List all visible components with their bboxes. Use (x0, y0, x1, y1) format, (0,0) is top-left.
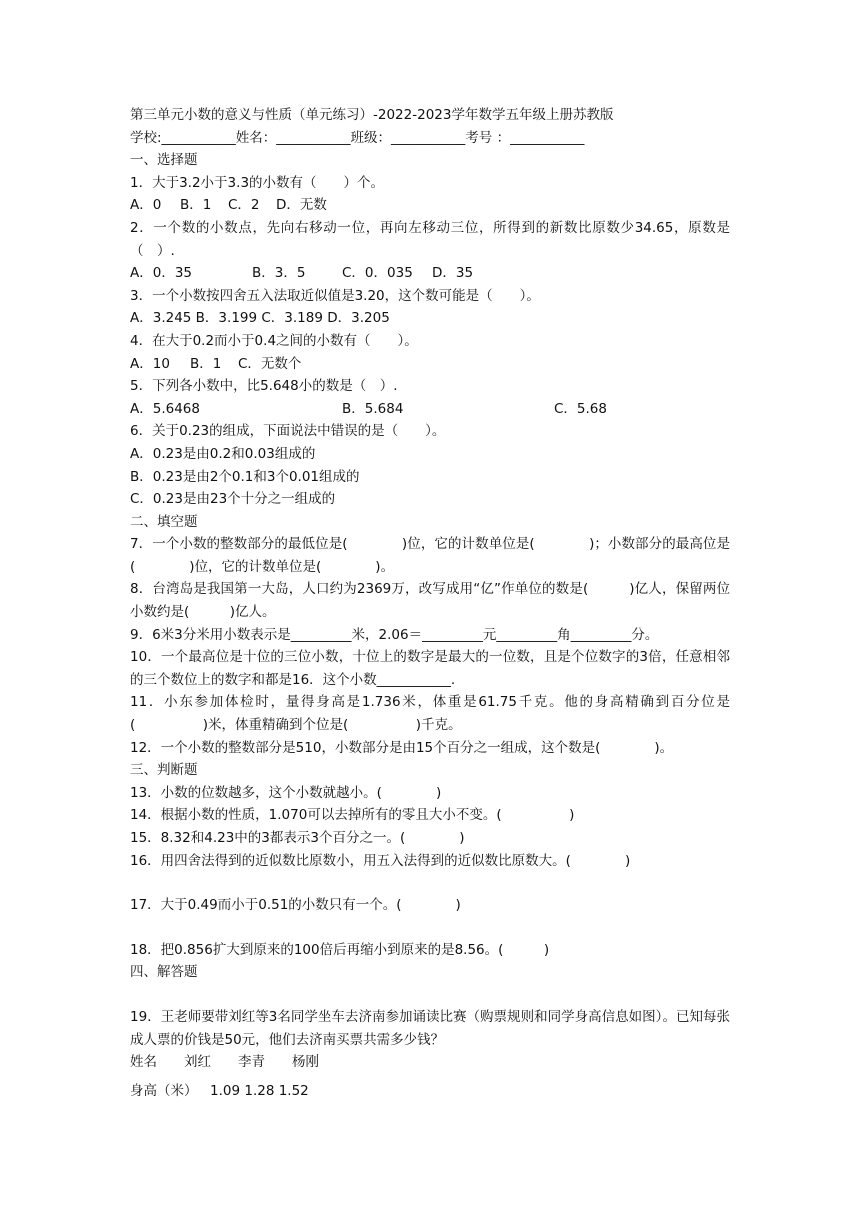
option-a: A．10 (130, 355, 170, 372)
option-b: B．5.684 (342, 400, 404, 417)
name-cell: 刘红 (184, 1054, 211, 1071)
height-table-heights-row (130, 1080, 730, 1103)
question-15: 15．8.32和4.23中的3都表示3个百分之一。( ) (130, 830, 465, 846)
document-page (130, 104, 730, 1102)
height-table-names-row (130, 1051, 730, 1074)
option-d: D．35 (432, 265, 474, 282)
question-19: 19．王老师要带刘红等3名同学坐车去济南参加诵读比赛（购票规则和同学身高信息如图）。已知每张成人票的价钱是50元，他们去济南买票共需多少钱？ (130, 1008, 730, 1048)
option-b: B．1 (190, 355, 222, 372)
question-6: 6．关于0.23的组成，下面说法中错误的是（ ）。 (130, 423, 446, 440)
height-values: 1.09 1.28 1.52 (210, 1082, 309, 1099)
option-a: A．0．35 (130, 265, 193, 282)
question-7: 7．一个小数的整数部分的最低位是( )位，它的计数单位是( )；小数部分的最高位是( )位，它的计数单位是( )。 (130, 536, 730, 575)
question-16: 16．用四舍法得到的近似数比原数小，用五入法得到的近似数比原数大。( ) (130, 852, 631, 869)
question-11: 11．小东参加体检时，量得身高是1.736米，体重是61.75千克。他的身高精确到百分位是( )米，体重精确到个位是( )千克。 (130, 694, 730, 734)
question-4: 4．在大于0.2而小于0.4之间的小数有（ ）。 (130, 332, 418, 349)
question-5-options (130, 398, 730, 421)
option-c: C．0．035 (342, 265, 413, 282)
option-a: A．0 (130, 197, 162, 214)
question-9: 9．6米3分米用小数表示是_________米，2.06＝_________元_________角_________分。 (130, 626, 659, 643)
question-14: 14．根据小数的性质，1.070可以去掉所有的零且大小不变。( ) (130, 807, 575, 824)
option-c: C．5.68 (554, 400, 607, 417)
height-label: 身高（米） (130, 1082, 198, 1099)
blank-line (130, 872, 730, 894)
name-cell: 李青 (238, 1054, 265, 1071)
document-title: 第三单元小数的意义与性质（单元练习）-2022-2023学年数学五年级上册苏教版 (130, 107, 614, 123)
option-c: C．2 (228, 197, 260, 214)
option-a: A．5.6468 (130, 400, 200, 417)
name-label: 姓名 (130, 1054, 157, 1071)
section-heading: 二、填空题 (130, 513, 198, 530)
question-6-option-a: A．0.23是由0.2和0.03组成的 (130, 445, 316, 462)
question-5: 5．下列各小数中，比5.648小的数是（ ）. (130, 378, 398, 395)
section-heading: 四、解答题 (130, 964, 198, 981)
name-cell: 杨刚 (292, 1054, 319, 1071)
question-2: 2．一个数的小数点，先向右移动一位，再向左移动三位，所得到的新数比原数少34.65，原数是 （ ）. (130, 219, 730, 259)
blank-line (130, 917, 730, 939)
question-1-options (130, 194, 730, 217)
question-2-options (130, 262, 730, 285)
section-heading: 一、选择题 (130, 152, 198, 169)
question-3: 3．一个小数按四舍五入法取近似值是3.20，这个数可能是（ ）。 (130, 287, 540, 304)
question-6-option-c: C．0.23是由23个十分之一组成的 (130, 491, 336, 508)
option-c: C．无数个 (238, 355, 302, 372)
blank-line (130, 984, 730, 1006)
question-13: 13．小数的位数越多，这个小数就越小。( ) (130, 784, 442, 801)
question-4-options (130, 353, 730, 376)
option-d: D．无数 (276, 197, 327, 214)
question-18: 18．把0.856扩大到原来的100倍后再缩小到原来的是8.56。( ) (130, 941, 550, 958)
question-10: 10．一个最高位是十位的三位小数，十位上的数字是最大的一位数，且是个位数字的3倍，任意相邻的三个数位上的数字和都是16．这个小数___________. (130, 649, 730, 688)
section-heading: 三、判断题 (130, 762, 198, 779)
option-b: B．1 (180, 197, 212, 214)
option-b: B．3．5 (252, 265, 306, 282)
question-3-options: A．3.245 B．3.199 C．3.189 D．3.205 (130, 310, 390, 327)
question-1: 1．大于3.2小于3.3的小数有（ ）个。 (130, 174, 385, 191)
question-17: 17．大于0.49而小于0.51的小数只有一个。( ) (130, 897, 461, 914)
student-info-line: 学校:___________姓名：___________班级：___________考号 ：___________ (130, 129, 585, 146)
question-6-option-b: B．0.23是由2个0.1和3个0.01组成的 (130, 468, 360, 485)
question-12: 12．一个小数的整数部分是510，小数部分是由15个百分之一组成，这个数是( )。 (130, 739, 674, 756)
question-8: 8．台湾岛是我国第一大岛，人口约为2369万，改写成用“亿”作单位的数是( )亿人，保留两位小数约是( )亿人。 (130, 581, 730, 621)
